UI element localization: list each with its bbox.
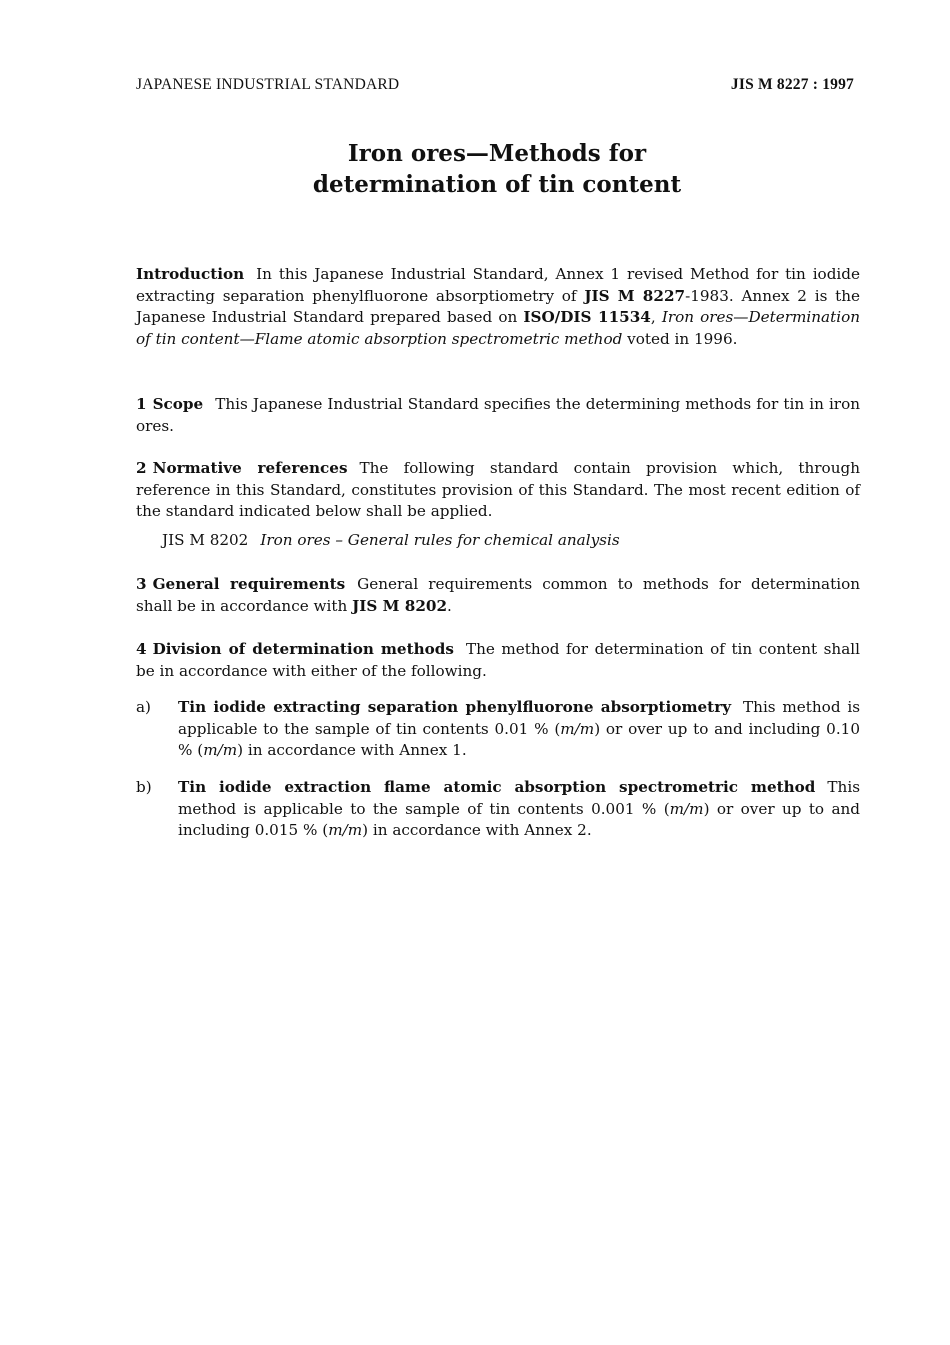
section-text: The method for determination of tin content shall be in accordance with either of the following.	[136, 640, 860, 680]
introduction-heading: Introduction	[136, 265, 245, 283]
method-text-2: ) or over up to and including 0.10 % (	[178, 719, 860, 759]
method-name: Tin iodide extraction flame atomic absorption spectrometric method	[178, 778, 816, 796]
introduction-ref-1: JIS M 8227	[584, 286, 686, 305]
method-text-1: This method is applicable to the sample of tin contents 0.01 % (	[178, 698, 861, 738]
section-heading: General requirements	[152, 575, 346, 593]
method-text-1: This method is applicable to the sample of tin contents 0.001 % (	[178, 778, 860, 818]
introduction-text-2: -1983. Annex 2 is the Japanese Industrial Standard prepared based on	[136, 286, 860, 326]
section-number: 2	[136, 459, 147, 477]
introduction-ref-2: ISO/DIS 11534	[523, 308, 651, 326]
section-text: This Japanese Industrial Standard specifies the determining methods for tin in iron ores.	[136, 395, 860, 435]
method-text-3: ) in accordance with Annex 1.	[237, 741, 467, 759]
method-text-2: ) or over up to and including 0.015 % (	[178, 799, 861, 839]
list-item	[136, 697, 860, 762]
method-text-3: ) in accordance with Annex 2.	[362, 821, 592, 839]
title-line-1: Iron ores—Methods for	[347, 140, 647, 167]
section-text: The following standard contain provision which, through reference in this Standard, constitutes provision of this Standard. The most recent edition of the standard indicated below shall be applied.	[136, 459, 860, 520]
method-unit-2: m/m	[203, 741, 238, 759]
introduction-italic-title: Iron ores—Determination of tin content—Flame atomic absorption spectrometric method	[136, 308, 860, 348]
list-marker: a)	[136, 698, 151, 716]
section-division-of-methods	[136, 639, 860, 682]
introduction-text-4: voted in 1996.	[622, 329, 738, 348]
method-unit: m/m	[560, 719, 595, 738]
section-normative-references	[136, 458, 860, 523]
section-heading: Normative references	[152, 459, 348, 477]
section-scope	[136, 394, 860, 437]
list-item	[136, 777, 860, 842]
header-standard-name: JAPANESE INDUSTRIAL STANDARD	[136, 76, 400, 93]
section-general-requirements	[136, 574, 860, 617]
list-item-content	[178, 697, 860, 762]
introduction-paragraph	[136, 264, 860, 350]
document-title	[136, 138, 858, 200]
section-number: 1	[136, 395, 147, 413]
section-number: 4	[136, 640, 147, 658]
list-marker: b)	[136, 778, 152, 796]
method-unit-2: m/m	[328, 821, 363, 839]
list-item-content	[178, 777, 860, 842]
header-standard-number: JIS M 8227 : 1997	[730, 76, 854, 93]
title-line-2: determination of tin content	[312, 171, 682, 198]
section-ref: JIS M 8202	[352, 596, 448, 615]
section-heading: Division of determination methods	[152, 640, 454, 658]
section-heading: Scope	[152, 395, 204, 413]
method-unit: m/m	[669, 799, 704, 818]
section-text-end: .	[447, 596, 452, 615]
section-text: General requirements common to methods for determination shall be in accordance with	[136, 575, 861, 615]
reference-title: Iron ores – General rules for chemical analysis	[260, 531, 620, 549]
introduction-text-1: In this Japanese Industrial Standard, Annex 1 revised Method for tin iodide extracting separation phenylfluorone absorptiometry of	[136, 265, 860, 305]
section-number: 3	[136, 575, 147, 593]
method-name: Tin iodide extracting separation phenylfluorone absorptiometry	[178, 698, 732, 716]
reference-code: JIS M 8202	[162, 531, 249, 549]
normative-reference-entry	[162, 530, 620, 552]
introduction-text-3: ,	[650, 308, 662, 326]
